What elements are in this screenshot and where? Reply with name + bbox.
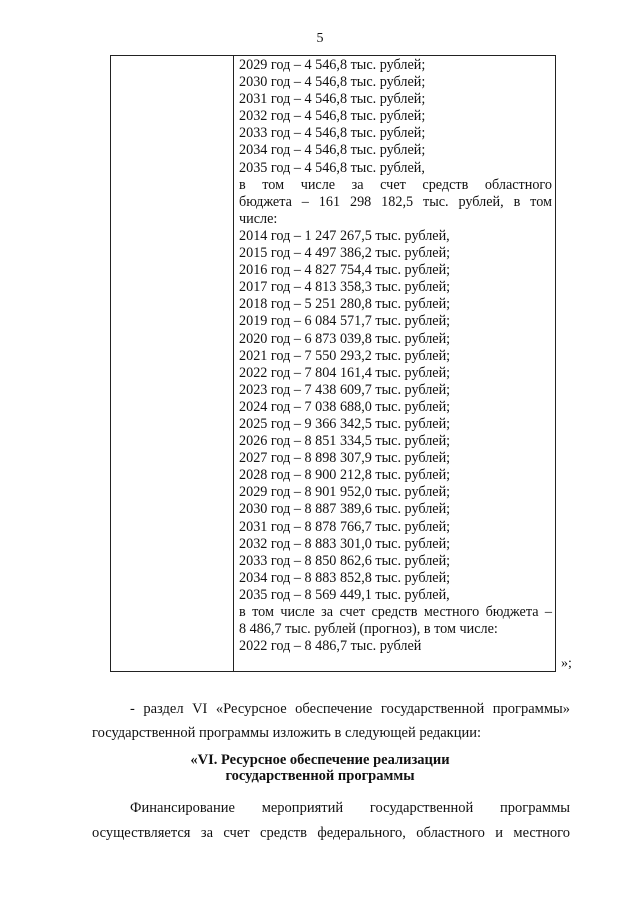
table-line: 2023 год – 7 438 609,7 тыс. рублей;: [239, 381, 451, 398]
table-line: 2022 год – 7 804 161,4 тыс. рублей;: [239, 364, 451, 381]
table-line: 2031 год – 4 546,8 тыс. рублей;: [239, 91, 426, 108]
table-line: 2024 год – 7 038 688,0 тыс. рублей;: [239, 398, 451, 415]
section-heading: «VI. Ресурсное обеспечение реализации: [190, 752, 450, 768]
table-line: числе:: [239, 210, 278, 227]
table-value-cell: [234, 56, 555, 671]
table-line: 2035 год – 8 569 449,1 тыс. рублей,: [239, 586, 450, 603]
table-line: 2030 год – 4 546,8 тыс. рублей;: [239, 74, 426, 91]
table-line: 2018 год – 5 251 280,8 тыс. рублей;: [239, 296, 451, 313]
table-line: 2034 год – 8 883 852,8 тыс. рублей;: [239, 569, 451, 586]
table-label-cell: [111, 56, 234, 671]
closing-quote: »;: [561, 656, 572, 671]
budget-table: [110, 55, 556, 672]
table-line: 2025 год – 9 366 342,5 тыс. рублей;: [239, 415, 451, 432]
table-line: 2017 год – 4 813 358,3 тыс. рублей;: [239, 279, 451, 296]
section-heading: государственной программы: [225, 768, 415, 784]
table-line: 2027 год – 8 898 307,9 тыс. рублей;: [239, 450, 451, 467]
table-line: 2019 год – 6 084 571,7 тыс. рублей;: [239, 313, 451, 330]
table-line: 2020 год – 6 873 039,8 тыс. рублей;: [239, 330, 451, 347]
table-line: бюджета – 161 298 182,5 тыс. рублей, в том: [239, 193, 552, 210]
instruction-line: государственной программы изложить в следующей редакции:: [92, 725, 482, 741]
table-line: 2033 год – 8 850 862,6 тыс. рублей;: [239, 552, 451, 569]
instruction-line: - раздел VI «Ресурсное обеспечение государственной программы»: [130, 701, 570, 717]
table-line: 2021 год – 7 550 293,2 тыс. рублей;: [239, 347, 451, 364]
table-line: 2016 год – 4 827 754,4 тыс. рублей;: [239, 262, 451, 279]
body-paragraph-line: осуществляется за счет средств федерального, областного и местного: [92, 825, 570, 841]
table-line: 2035 год – 4 546,8 тыс. рублей,: [239, 159, 425, 176]
table-line: 2030 год – 8 887 389,6 тыс. рублей;: [239, 501, 451, 518]
table-line: 2015 год – 4 497 386,2 тыс. рублей;: [239, 245, 451, 262]
body-paragraph-line: Финансирование мероприятий государственной программы: [130, 800, 570, 816]
table-line: 2029 год – 8 901 952,0 тыс. рублей;: [239, 484, 451, 501]
table-line: 2032 год – 8 883 301,0 тыс. рублей;: [239, 535, 451, 552]
table-line: 2034 год – 4 546,8 тыс. рублей;: [239, 142, 426, 159]
page-number: 5: [316, 31, 324, 46]
table-line: 2031 год – 8 878 766,7 тыс. рублей;: [239, 518, 451, 535]
table-line: 2022 год – 8 486,7 тыс. рублей: [239, 638, 422, 655]
table-line: 2026 год – 8 851 334,5 тыс. рублей;: [239, 433, 451, 450]
table-line: в том числе за счет средств местного бюджета –: [239, 604, 552, 620]
table-line: 2032 год – 4 546,8 тыс. рублей;: [239, 108, 426, 125]
table-line: 2029 год – 4 546,8 тыс. рублей;: [239, 57, 426, 73]
table-line: в том числе за счет средств областного: [239, 176, 552, 193]
table-line: 2014 год – 1 247 267,5 тыс. рублей,: [239, 227, 450, 244]
table-line: 2028 год – 8 900 212,8 тыс. рублей;: [239, 467, 451, 484]
table-line: 8 486,7 тыс. рублей (прогноз), в том числе:: [239, 621, 498, 638]
table-line: 2033 год – 4 546,8 тыс. рублей;: [239, 125, 426, 142]
